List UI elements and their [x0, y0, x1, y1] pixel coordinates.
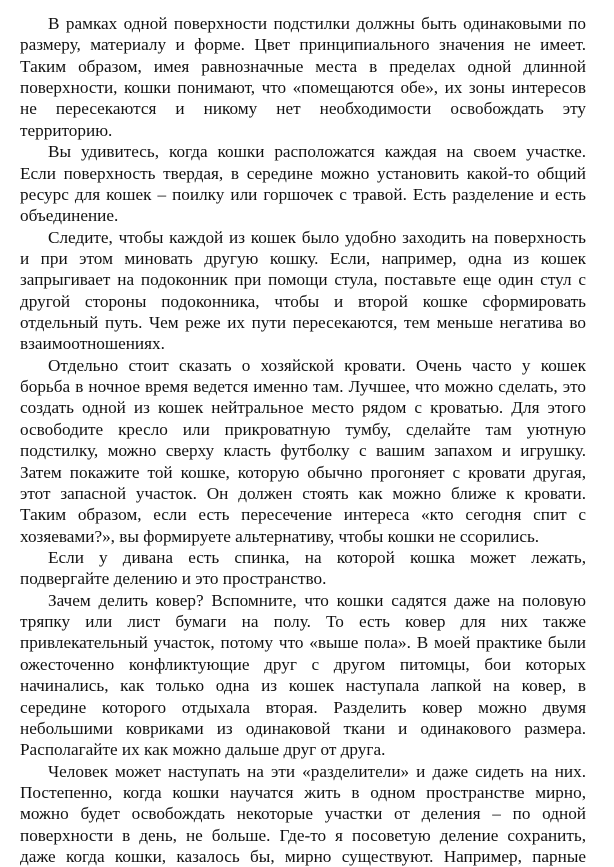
paragraph — [20, 761, 586, 867]
text-line: поверхности, кошки понимают, что «помещаются обе», их зоны интересов — [20, 78, 586, 98]
text-line: середине которого отдыхала вторая. Разделить ковер можно двумя — [20, 697, 586, 717]
paragraph — [20, 227, 586, 355]
text-line: тряпку или лист бумаги на полу. То есть ковер для них также — [20, 612, 586, 632]
paragraph — [20, 141, 586, 226]
document-page — [20, 13, 586, 867]
text-line: этот запасной участок. Он должен стоять как можно ближе к кровати. — [20, 483, 586, 503]
text-line: Человек может наступать на эти «разделители» и даже сидеть на них. — [48, 761, 586, 781]
text-line: ожесточенно конфликтующие друг с другом питомцы, бои которых — [20, 654, 586, 674]
text-line: размеру, материалу и форме. Цвет принципиального значения не имеет. — [20, 35, 586, 55]
text-line: создать одной из кошек нейтральное место рядом с кроватью. Для этого — [20, 398, 586, 418]
text-line: даже когда кошки, казалось бы, мирно существуют. Например, парные — [20, 847, 586, 867]
text-line: территорию. — [20, 120, 113, 140]
paragraph — [20, 547, 586, 590]
text-line: В рамках одной поверхности подстилки должны быть одинаковыми по — [48, 14, 586, 33]
text-line: Таким образом, имея равнозначные места в пределах одной длинной — [20, 56, 586, 76]
text-line: начинались, как только одна из кошек наступала лапкой на ковер, в — [20, 676, 586, 696]
text-line: Затем покажите той кошке, которую обычно прогоняет с кровати другая, — [20, 462, 586, 482]
text-line: Зачем делить ковер? Вспомните, что кошки садятся даже на половую — [48, 590, 586, 610]
text-line: подстилку, можно сверху класть футболку с вашим запахом и игрушку. — [20, 441, 586, 461]
text-line: Если у дивана есть спинка, на которой кошка может лежать, — [48, 547, 586, 567]
text-line: ресурс для кошек – поилку или горшочек с травой. Есть разделение и есть — [20, 184, 586, 204]
text-line: Отдельно стоит сказать о хозяйской кровати. Очень часто у кошек — [48, 355, 586, 375]
text-line: не пересекаются и никому нет необходимости освобождать эту — [20, 99, 586, 119]
text-line: подвергайте делению и это пространство. — [20, 569, 327, 589]
text-line: борьба в ночное время ведется именно там. Лучшее, что можно сделать, это — [20, 377, 586, 397]
text-line: Располагайте их как можно дальше друг от друга. — [20, 740, 386, 760]
text-line: Вы удивитесь, когда кошки расположатся каждая на своем участке. — [48, 142, 586, 162]
text-line: Следите, чтобы каждой из кошек было удобно заходить на поверхность — [48, 227, 586, 247]
text-line: Постепенно, когда кошки научатся жить в одном пространстве мирно, — [20, 782, 586, 802]
paragraph — [20, 13, 586, 141]
text-line: Если поверхность твердая, в середине можно установить какой-то общий — [20, 163, 586, 183]
text-line: и при этом миновать другую кошку. Если, например, одна из кошек — [20, 248, 586, 268]
paragraph — [20, 355, 586, 547]
text-line: запрыгивает на подоконник при помощи стула, поставьте еще один стул с — [20, 270, 586, 290]
text-line: небольшими ковриками из одинаковой ткани и одинакового размера. — [20, 718, 586, 738]
text-line: можно будет освобождать некоторые участки от деления – по одной — [20, 804, 586, 824]
text-line: хозяевами?», вы формируете альтернативу, чтобы кошки не ссорились. — [20, 526, 540, 546]
text-line: другой стороны подоконника, чтобы и второй кошке сформировать — [20, 291, 586, 311]
paragraph — [20, 590, 586, 761]
text-line: поверхности в день, не больше. Где-то я посоветую деление сохранить, — [20, 825, 586, 845]
text-line: привлекательный участок, потому что «выше пола». В моей практике были — [20, 633, 586, 653]
text-line: освободите кресло или прикроватную тумбу, сделайте там уютную — [20, 419, 586, 439]
text-line: объединение. — [20, 206, 119, 226]
text-line: Таким образом, если есть пересечение интереса «кто сегодня спит с — [20, 505, 586, 525]
text-line: взаимоотношениях. — [20, 334, 165, 354]
text-line: отдельный путь. Чем реже их пути пересекаются, тем меньше негатива во — [20, 313, 586, 333]
